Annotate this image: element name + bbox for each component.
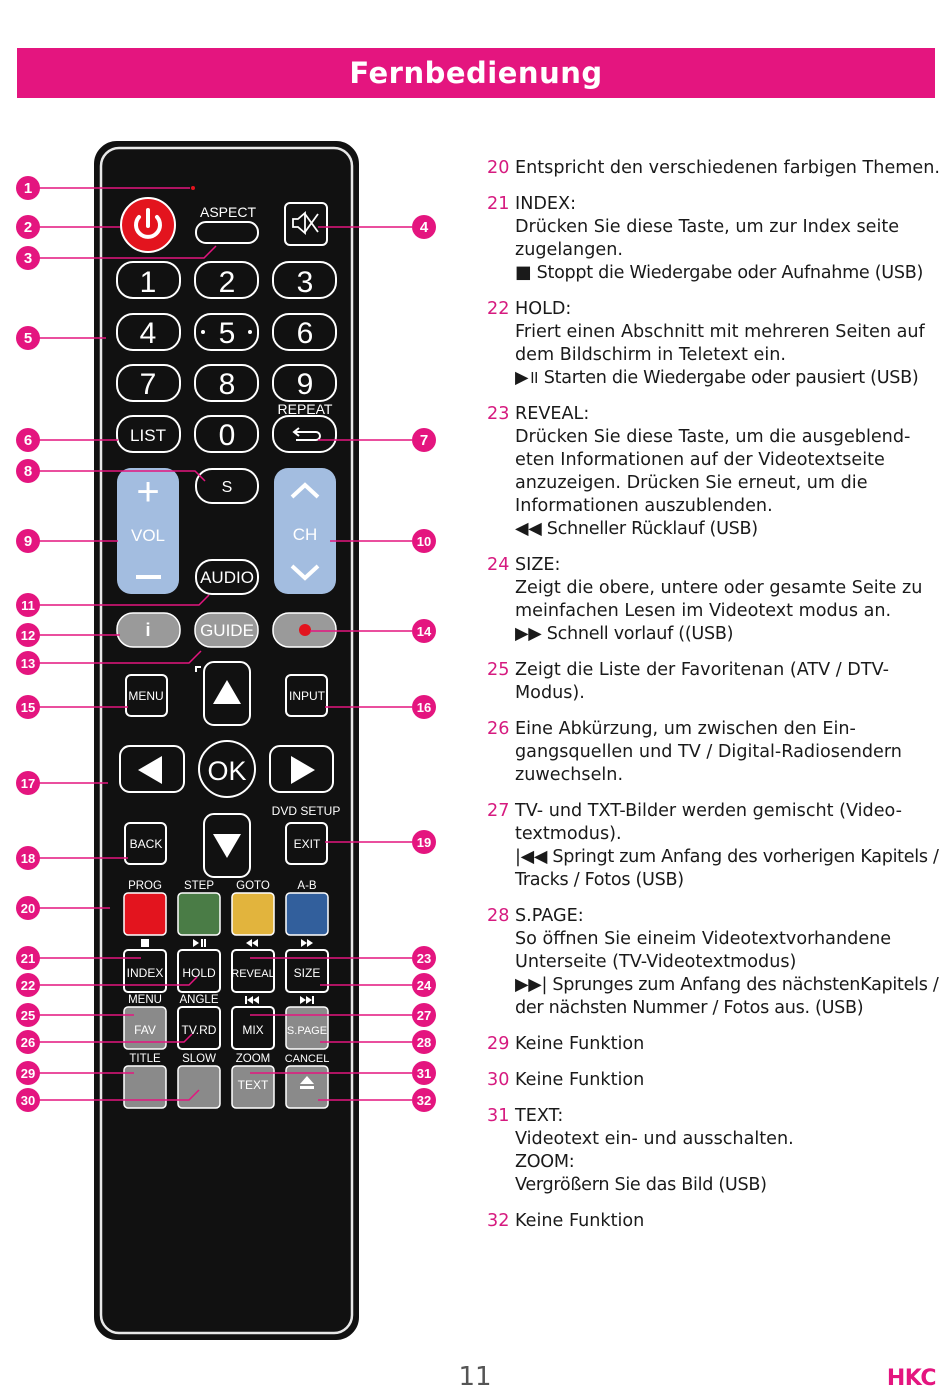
desc-text: So öffnen Sie eineim Videotextvorhandene Unterseite (TV-Videotextmodus): [515, 929, 892, 972]
desc-item-26: [487, 718, 942, 787]
audio-label: AUDIO: [200, 568, 254, 587]
num-4-label: 4: [139, 317, 157, 350]
callout-19: [412, 830, 436, 854]
green-button[interactable]: [178, 893, 220, 935]
desc-number: 23: [487, 404, 510, 424]
desc-number: 32: [487, 1211, 510, 1231]
svg-text:3: 3: [23, 250, 33, 267]
callout-29: [16, 1061, 40, 1085]
aspect-label: ASPECT: [199, 204, 257, 220]
svg-text:6: 6: [23, 432, 33, 449]
volume-down-icon: [136, 575, 161, 579]
desc-text: Videotext ein- und ausschalten.: [515, 1129, 794, 1149]
svg-text:8: 8: [23, 463, 33, 480]
desc-item-29: [487, 1033, 942, 1056]
desc-item-23: [487, 403, 942, 541]
desc-text: Zeigt die obere, untere oder gesamte Seite zu meinfachen Lesen im Videotext modus an.: [515, 578, 923, 621]
callout-20: [16, 896, 40, 920]
desc-title: TEXT:: [515, 1106, 564, 1126]
menu-label: MENU: [128, 689, 164, 703]
mute-button[interactable]: [285, 203, 327, 245]
svg-text:29: 29: [20, 1066, 36, 1081]
list-label: LIST: [130, 426, 166, 445]
num-1-label: 1: [139, 266, 157, 299]
desc-number: 20: [487, 158, 510, 178]
desc-text: Drücken Sie diese Taste, um die ausgeblend-eten Informationen auf der Videotextseite anzuzeigen. Drücken Sie erneut, um die Informationen auszublenden.: [515, 427, 911, 516]
subtitle-s-label: S: [221, 479, 233, 496]
desc-usb-note: ▶▶ Schnell vorlauf ((USB): [515, 624, 734, 644]
svg-text:23: 23: [416, 951, 432, 966]
desc-number: 30: [487, 1070, 510, 1090]
desc-text: Friert einen Abschnitt mit mehreren Seiten auf dem Bildschirm in Teletext ein.: [515, 322, 925, 365]
callout-16: [412, 695, 436, 719]
callout-14: [412, 619, 436, 643]
svg-text:26: 26: [20, 1035, 36, 1050]
ok-label: OK: [207, 756, 247, 786]
callout-4: [412, 215, 436, 239]
desc-item-28: [487, 905, 942, 1020]
svg-text:11: 11: [21, 598, 35, 613]
svg-text:7: 7: [419, 432, 429, 449]
desc-number: 21: [487, 194, 510, 214]
callout-22: [16, 973, 40, 997]
callout-3: [16, 246, 40, 270]
desc-item-21: [487, 193, 942, 285]
svg-text:31: 31: [416, 1066, 432, 1081]
desc-number: 24: [487, 555, 510, 575]
ab-label: A-B: [297, 880, 317, 892]
zoom-label: ZOOM: [235, 1053, 271, 1065]
angle-label: ANGLE: [179, 994, 219, 1006]
back-label: BACK: [129, 837, 163, 851]
svg-text:32: 32: [416, 1093, 432, 1108]
record-icon: [299, 624, 311, 636]
num-2-label: 2: [218, 266, 236, 299]
desc-title: Keine Funktion: [515, 1034, 645, 1054]
num-6-label: 6: [296, 317, 314, 350]
step-label: STEP: [183, 880, 215, 892]
desc-title: Keine Funktion: [515, 1211, 645, 1231]
svg-text:15: 15: [20, 700, 36, 715]
callout-27: [412, 1003, 436, 1027]
desc-number: 29: [487, 1034, 510, 1054]
goto-label: GOTO: [236, 880, 270, 892]
desc-title: Keine Funktion: [515, 1070, 645, 1090]
svg-text:5: 5: [23, 330, 33, 347]
desc-item-22: [487, 298, 942, 390]
slow-button[interactable]: [178, 1066, 220, 1108]
svg-text:27: 27: [416, 1008, 432, 1023]
stop-icon: [141, 939, 149, 947]
callout-25: [16, 1003, 40, 1027]
callout-7: [412, 428, 436, 452]
desc-item-24: [487, 554, 942, 646]
description-list: [487, 157, 942, 1246]
repeat-label: REPEAT: [277, 401, 333, 417]
yellow-button[interactable]: [232, 893, 274, 935]
desc-title: Entspricht den verschiedenen farbigen Themen.: [515, 158, 940, 178]
desc-usb-note: ■ Stoppt die Wiedergabe oder Aufnahme (USB): [515, 263, 924, 283]
slow-label: SLOW: [182, 1053, 216, 1065]
desc-title: REVEAL:: [515, 404, 590, 424]
volume-up-icon: +: [136, 470, 160, 514]
callout-10: [412, 529, 436, 553]
brand-logo: HKC: [886, 1366, 936, 1391]
spage-label: S.PAGE: [286, 1025, 328, 1037]
svg-text:13: 13: [20, 656, 36, 671]
num-0-label: 0: [218, 419, 236, 452]
callout-26: [16, 1030, 40, 1054]
num-3-label: 3: [296, 266, 314, 299]
dvd-setup-label: DVD SETUP: [271, 804, 341, 818]
page-number: 11: [458, 1362, 492, 1392]
desc-usb-note: |◀◀ Springt zum Anfang des vorherigen Kapitels / Tracks / Fotos (USB): [515, 847, 939, 890]
desc-title: SIZE:: [515, 555, 561, 575]
svg-text:1: 1: [23, 180, 33, 197]
remote-illustration: [0, 130, 460, 1350]
callout-23: [412, 946, 436, 970]
svg-text:10: 10: [416, 534, 432, 549]
callout-28: [412, 1030, 436, 1054]
red-button[interactable]: [124, 893, 166, 935]
volume-label: VOL: [130, 526, 166, 545]
reveal-label: REVEAL: [231, 968, 275, 980]
hold-label: HOLD: [182, 966, 216, 980]
callout-17: [16, 771, 40, 795]
callout-12: [16, 623, 40, 647]
text-label: TEXT: [237, 1078, 269, 1092]
svg-text:30: 30: [20, 1093, 36, 1108]
tactile-dot-right: [248, 330, 252, 334]
menu2-label: MENU: [128, 994, 162, 1006]
page-title: Fernbedienung: [349, 56, 603, 90]
callout-2: [16, 215, 40, 239]
desc-title: Eine Abkürzung, um zwischen den Ein-gangsquellen und TV / Digital-Radiosendern zuwechseln.: [515, 719, 902, 785]
svg-text:20: 20: [20, 901, 36, 916]
callout-11: [16, 593, 40, 617]
tvrd-label: TV.RD: [181, 1023, 217, 1037]
fav-label: FAV: [134, 1023, 156, 1037]
desc-item-32: [487, 1210, 942, 1233]
svg-text:2: 2: [23, 219, 33, 236]
blue-button[interactable]: [286, 893, 328, 935]
desc-item-31: [487, 1105, 942, 1197]
prev-chapter-icon: [245, 996, 247, 1004]
ir-led: [191, 186, 195, 190]
callout-31: [412, 1061, 436, 1085]
svg-text:19: 19: [416, 835, 432, 850]
exit-label: EXIT: [293, 837, 321, 851]
svg-text:21: 21: [20, 951, 36, 966]
desc-number: 31: [487, 1106, 510, 1126]
desc-number: 28: [487, 906, 510, 926]
callout-5: [16, 326, 40, 350]
guide-label: GUIDE: [200, 621, 254, 640]
desc-title: TV- und TXT-Bilder werden gemischt (Video-textmodus).: [515, 801, 902, 844]
callout-9: [16, 529, 40, 553]
callout-15: [16, 695, 40, 719]
size-label: SIZE: [293, 966, 321, 980]
desc-title: Zeigt die Liste der Favoritenan (ATV / DTV-Modus).: [515, 660, 889, 703]
svg-text:4: 4: [419, 219, 429, 236]
desc-number: 22: [487, 299, 510, 319]
num-8-label: 8: [218, 368, 236, 401]
callout-21: [16, 946, 40, 970]
desc-number: 26: [487, 719, 510, 739]
callout-1: [16, 176, 40, 200]
desc-item-27: [487, 800, 942, 892]
svg-text:14: 14: [416, 624, 432, 639]
callout-13: [16, 651, 40, 675]
cancel-label: CANCEL: [284, 1053, 330, 1065]
prog-label: PROG: [128, 880, 162, 892]
svg-text:12: 12: [20, 628, 36, 643]
desc-title: HOLD:: [515, 299, 572, 319]
callout-8: [16, 459, 40, 483]
desc-title: S.PAGE:: [515, 906, 584, 926]
desc-number: 25: [487, 660, 510, 680]
desc-title: INDEX:: [515, 194, 576, 214]
callout-6: [16, 428, 40, 452]
page-header: [17, 48, 935, 98]
desc-item-30: [487, 1069, 942, 1092]
svg-text:17: 17: [20, 776, 36, 791]
desc-usb-note: ▶▶| Sprunges zum Anfang des nächstenKapitels / der nächsten Nummer / Fotos aus. (USB): [515, 975, 939, 1018]
callout-32: [412, 1088, 436, 1112]
num-9-label: 9: [296, 368, 314, 401]
callout-24: [412, 973, 436, 997]
desc-number: 27: [487, 801, 510, 821]
num-7-label: 7: [139, 368, 157, 401]
desc-text: Drücken Sie diese Taste, um zur Index seite zugelangen.: [515, 217, 900, 260]
callout-18: [16, 846, 40, 870]
mix-label: MIX: [242, 1023, 264, 1037]
aspect-button[interactable]: [196, 222, 258, 243]
desc-item-20: [487, 157, 942, 180]
index-label: INDEX: [126, 966, 164, 980]
svg-text:22: 22: [20, 978, 36, 993]
desc-usb-note: ▶॥ Starten die Wiedergabe oder pausiert (USB): [515, 368, 919, 388]
desc-zoom-note: ZOOM: Vergrößern Sie das Bild (USB): [515, 1152, 767, 1195]
desc-usb-note: ◀◀ Schneller Rücklauf (USB): [515, 519, 758, 539]
svg-text:18: 18: [20, 851, 36, 866]
num-5-label: 5: [218, 317, 236, 350]
tactile-dot-left: [201, 330, 205, 334]
svg-text:25: 25: [20, 1008, 36, 1023]
svg-text:16: 16: [416, 700, 432, 715]
svg-text:9: 9: [23, 533, 33, 550]
svg-text:28: 28: [416, 1035, 432, 1050]
desc-item-25: [487, 659, 942, 705]
info-label: i: [145, 620, 151, 640]
callout-30: [16, 1088, 40, 1112]
title-label: TITLE: [129, 1053, 161, 1065]
input-label: INPUT: [289, 689, 325, 703]
channel-label: CH: [292, 525, 318, 544]
svg-text:24: 24: [416, 978, 432, 993]
